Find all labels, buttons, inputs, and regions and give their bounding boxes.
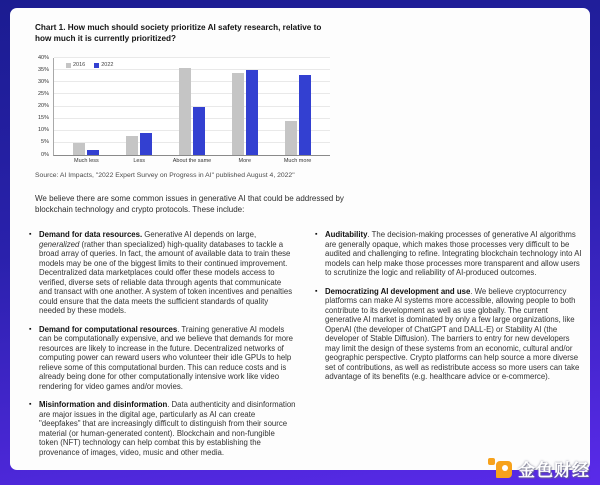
right-column bbox=[312, 230, 582, 466]
bar-2022 bbox=[87, 150, 99, 155]
bar-group-about-the-same bbox=[179, 58, 205, 155]
legend-item-2022 bbox=[94, 62, 113, 68]
bar-2022 bbox=[246, 70, 258, 155]
legend-item-2016 bbox=[66, 62, 85, 68]
bar-2016 bbox=[232, 73, 244, 155]
chart-plot bbox=[53, 58, 330, 156]
y-tick-label: 40% bbox=[37, 54, 49, 61]
bar-group-much-less bbox=[73, 58, 99, 155]
chart-source-note: Source: AI Impacts, "2022 Expert Survey on Progress in AI" published August 4, 2022" bbox=[35, 172, 295, 179]
intro-paragraph: We believe there are some common issues in generative AI that could be addressed by blockchain technology and crypto protocols. These include: bbox=[35, 194, 344, 214]
x-tick-label: About the same bbox=[172, 158, 212, 164]
legend-swatch bbox=[94, 63, 99, 68]
y-tick-label: 25% bbox=[37, 90, 49, 97]
bar-2016 bbox=[285, 121, 297, 155]
bar-group-more bbox=[232, 58, 258, 155]
bullet-item: ▪ Demand for computational resources. Training generative AI models can be computationally expensive, and we believe that demands for more resources are likely to increase in the future. Decentralized networks of computing power can reward users who volunteer their idle GPUs to help relieve some of this computational burden. This can reduce costs and is already being done for other computationally intensive work like video rendering for video games and/or movies. bbox=[39, 325, 296, 392]
jinse-logo-icon bbox=[488, 456, 513, 481]
jinse-finance-logo bbox=[488, 454, 590, 482]
x-tick-label: Much more bbox=[283, 158, 312, 164]
y-tick-label: 30% bbox=[37, 78, 49, 85]
bullet-item: ▪ Auditability. The decision-making processes of generative AI algorithms are generally opaque, which makes those processes very difficult to be audited and challenging to refine. Integrating blockchain technology into AI models can help make those processes more transparent and allow users to scrutinize the logic and reliability of AI-produced outcomes. bbox=[325, 230, 582, 278]
bullet-item: ▪ Misinformation and disinformation. Data authenticity and disinformation are major issues in the digital age, particularly as AI can create "deepfakes" that are increasingly difficult to distinguish from their source material (or human-generated content). Blockchain and non-fungible token (NFT) technology can help combat this by establishing the provenance of images, video, music and other media. bbox=[39, 400, 296, 457]
chart-x-labels bbox=[54, 156, 330, 164]
left-column bbox=[26, 230, 296, 466]
bar-group-much-more bbox=[285, 58, 311, 155]
bar-2016 bbox=[73, 143, 85, 155]
y-tick-label: 15% bbox=[37, 114, 49, 121]
bar-2016 bbox=[179, 68, 191, 155]
chart-y-axis bbox=[35, 54, 53, 158]
bar-2016 bbox=[126, 136, 138, 155]
y-tick-label: 10% bbox=[37, 127, 49, 133]
bar-2022 bbox=[299, 75, 311, 155]
x-tick-label: More bbox=[238, 158, 252, 164]
chart-legend bbox=[66, 62, 114, 68]
y-tick-label: 5% bbox=[41, 139, 49, 146]
legend-swatch bbox=[66, 63, 71, 68]
document-page bbox=[10, 8, 590, 470]
chart-title: Chart 1. How much should society prioritize AI safety research, relative to how much it is currently prioritized? bbox=[35, 23, 322, 43]
legend-label: 2016 bbox=[73, 62, 86, 68]
bullet-item: ▪ Democratizing AI development and use. We believe cryptocurrency platforms can make AI systems more accessible, allowing people to both contribute to its development as well as use globally. The current generative AI market is dominated by only a few large organizations, like OpenAI (the developer of ChatGPT and DALL-E) or Stability AI (the developer of Stable Diffusion). The barriers to entry for new developers may limit the design of these systems from an economic, cultural and/or geographic perspective. Crypto platforms can help source a more diverse set of contributions, as well as redistribute access so more users can take advantage of its benefits (e.g. healthcare advice or e-commerce). bbox=[325, 287, 582, 382]
bar-2022 bbox=[140, 133, 152, 155]
legend-label: 2022 bbox=[101, 62, 114, 68]
bullet-item: ▪ Demand for data resources. Generative AI depends on large, generalized (rather than specialized) high-quality databases to tackle a broad array of queries. In fact, the amount of available data to train these models may be one of the biggest limits to their continued improvement. Decentralized data marketplaces could offer these models access to verified, diverse sets of reliable data through agents that communicate and transact with one another. A system of token incentives and penalties could ensure that the data meets the sufficient standards of quality needed by these models. bbox=[39, 230, 296, 316]
x-tick-label: Less bbox=[133, 158, 145, 164]
bullet-list-left bbox=[26, 230, 296, 457]
y-tick-label: 0% bbox=[41, 151, 49, 158]
y-tick-label: 35% bbox=[37, 66, 49, 73]
bar-2022 bbox=[193, 107, 205, 156]
jinse-logo-text: 金色财经 bbox=[518, 460, 590, 480]
chart-bars bbox=[54, 58, 330, 155]
bullet-list-right bbox=[312, 230, 582, 382]
x-tick-label: Much less bbox=[74, 158, 99, 164]
y-tick-label: 20% bbox=[37, 102, 49, 109]
bar-group-less bbox=[126, 58, 152, 155]
bullet-columns bbox=[26, 230, 586, 466]
bar-chart bbox=[35, 54, 331, 164]
